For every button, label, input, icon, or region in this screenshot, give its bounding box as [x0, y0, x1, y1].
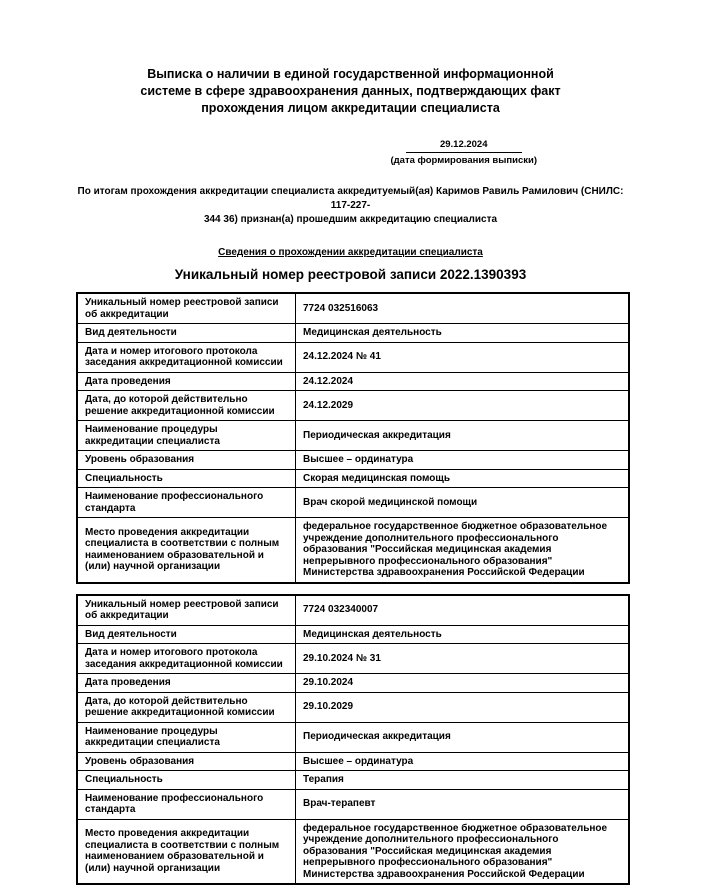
row-label: Наименование профессионального стандарта: [77, 488, 296, 518]
row-label: Наименование процедуры аккредитации специалиста: [77, 722, 296, 752]
document-content: [76, 0, 625, 885]
row-value: 24.12.2024 № 41: [296, 342, 630, 372]
table-row: [77, 692, 629, 722]
row-label: Наименование процедуры аккредитации специалиста: [77, 421, 296, 451]
table-row: [77, 674, 629, 693]
accreditation-table-1: [76, 292, 630, 584]
row-value: 7724 032516063: [296, 293, 630, 324]
row-value: Терапия: [296, 771, 630, 790]
table-row: [77, 324, 629, 343]
row-value: федеральное государственное бюджетное образовательное учреждение дополнительного профессионального образования "Российская медицинская академия непрерывного профессионального образования" Министерства здравоохранения Российской Федерации: [296, 819, 630, 884]
document-title-line: прохождения лицом аккредитации специалиста: [76, 100, 625, 117]
intro-paragraph: [76, 185, 625, 227]
row-label: Дата проведения: [77, 674, 296, 693]
table-row: [77, 722, 629, 752]
row-value: Высшее – ординатура: [296, 752, 630, 771]
document-title-line: системе в сфере здравоохранения данных, подтверждающих факт: [76, 83, 625, 100]
table-row: [77, 819, 629, 884]
extract-date-block: [390, 139, 537, 166]
row-value: Медицинская деятельность: [296, 625, 630, 644]
table-row: [77, 625, 629, 644]
row-label: Уровень образования: [77, 451, 296, 470]
row-value: Высшее – ординатура: [296, 451, 630, 470]
row-label: Дата и номер итогового протокола заседания аккредитационной комиссии: [77, 342, 296, 372]
row-value: Медицинская деятельность: [296, 324, 630, 343]
table-row: [77, 451, 629, 470]
row-label: Специальность: [77, 771, 296, 790]
row-label: Уникальный номер реестровой записи об аккредитации: [77, 595, 296, 626]
table-row: [77, 752, 629, 771]
document-title-line: Выписка о наличии в единой государственной информационной: [76, 66, 625, 83]
table-row: [77, 391, 629, 421]
row-value: Периодическая аккредитация: [296, 421, 630, 451]
row-label: Вид деятельности: [77, 324, 296, 343]
document-title: [76, 0, 625, 117]
row-label: Наименование профессионального стандарта: [77, 789, 296, 819]
row-label: Специальность: [77, 469, 296, 488]
extract-date-caption: (дата формирования выписки): [390, 155, 537, 166]
table-row: [77, 644, 629, 674]
row-value: Скорая медицинская помощь: [296, 469, 630, 488]
table-row: [77, 789, 629, 819]
row-value: 29.10.2024 № 31: [296, 644, 630, 674]
row-label: Дата проведения: [77, 372, 296, 391]
row-label: Дата, до которой действительно решение аккредитационной комиссии: [77, 391, 296, 421]
table-row: [77, 595, 629, 626]
row-value: 29.10.2029: [296, 692, 630, 722]
row-label: Место проведения аккредитации специалиста в соответствии с полным наименованием образовательной и (или) научной организации: [77, 819, 296, 884]
accreditation-table-2: [76, 594, 630, 885]
row-label: Уникальный номер реестровой записи об аккредитации: [77, 293, 296, 324]
table-row: [77, 469, 629, 488]
row-value: Врач скорой медицинской помощи: [296, 488, 630, 518]
row-value: 7724 032340007: [296, 595, 630, 626]
row-label: Место проведения аккредитации специалиста в соответствии с полным наименованием образовательной и (или) научной организации: [77, 518, 296, 583]
table-row: [77, 293, 629, 324]
intro-paragraph-line: 344 36) признан(а) прошедшим аккредитацию специалиста: [76, 213, 625, 227]
table-row: [77, 421, 629, 451]
registry-record-heading: Уникальный номер реестровой записи 2022.1390393: [76, 267, 625, 282]
row-label: Дата и номер итогового протокола заседания аккредитационной комиссии: [77, 644, 296, 674]
row-value: федеральное государственное бюджетное образовательное учреждение дополнительного профессионального образования "Российская медицинская академия непрерывного профессионального образования" Министерства здравоохранения Российской Федерации: [296, 518, 630, 583]
intro-paragraph-line: По итогам прохождения аккредитации специалиста аккредитуемый(ая) Каримов Равиль Рамилович (СНИЛС: 117-227-: [76, 185, 625, 213]
row-label: Вид деятельности: [77, 625, 296, 644]
row-value: 24.12.2029: [296, 391, 630, 421]
row-value: 24.12.2024: [296, 372, 630, 391]
row-value: Периодическая аккредитация: [296, 722, 630, 752]
section-heading: Сведения о прохождении аккредитации специалиста: [76, 247, 625, 258]
row-label: Дата, до которой действительно решение аккредитационной комиссии: [77, 692, 296, 722]
table-row: [77, 372, 629, 391]
table-row: [77, 518, 629, 583]
table-row: [77, 771, 629, 790]
table-row: [77, 342, 629, 372]
table-row: [77, 488, 629, 518]
row-label: Уровень образования: [77, 752, 296, 771]
extract-date-value: 29.12.2024: [406, 139, 522, 153]
row-value: 29.10.2024: [296, 674, 630, 693]
row-value: Врач-терапевт: [296, 789, 630, 819]
